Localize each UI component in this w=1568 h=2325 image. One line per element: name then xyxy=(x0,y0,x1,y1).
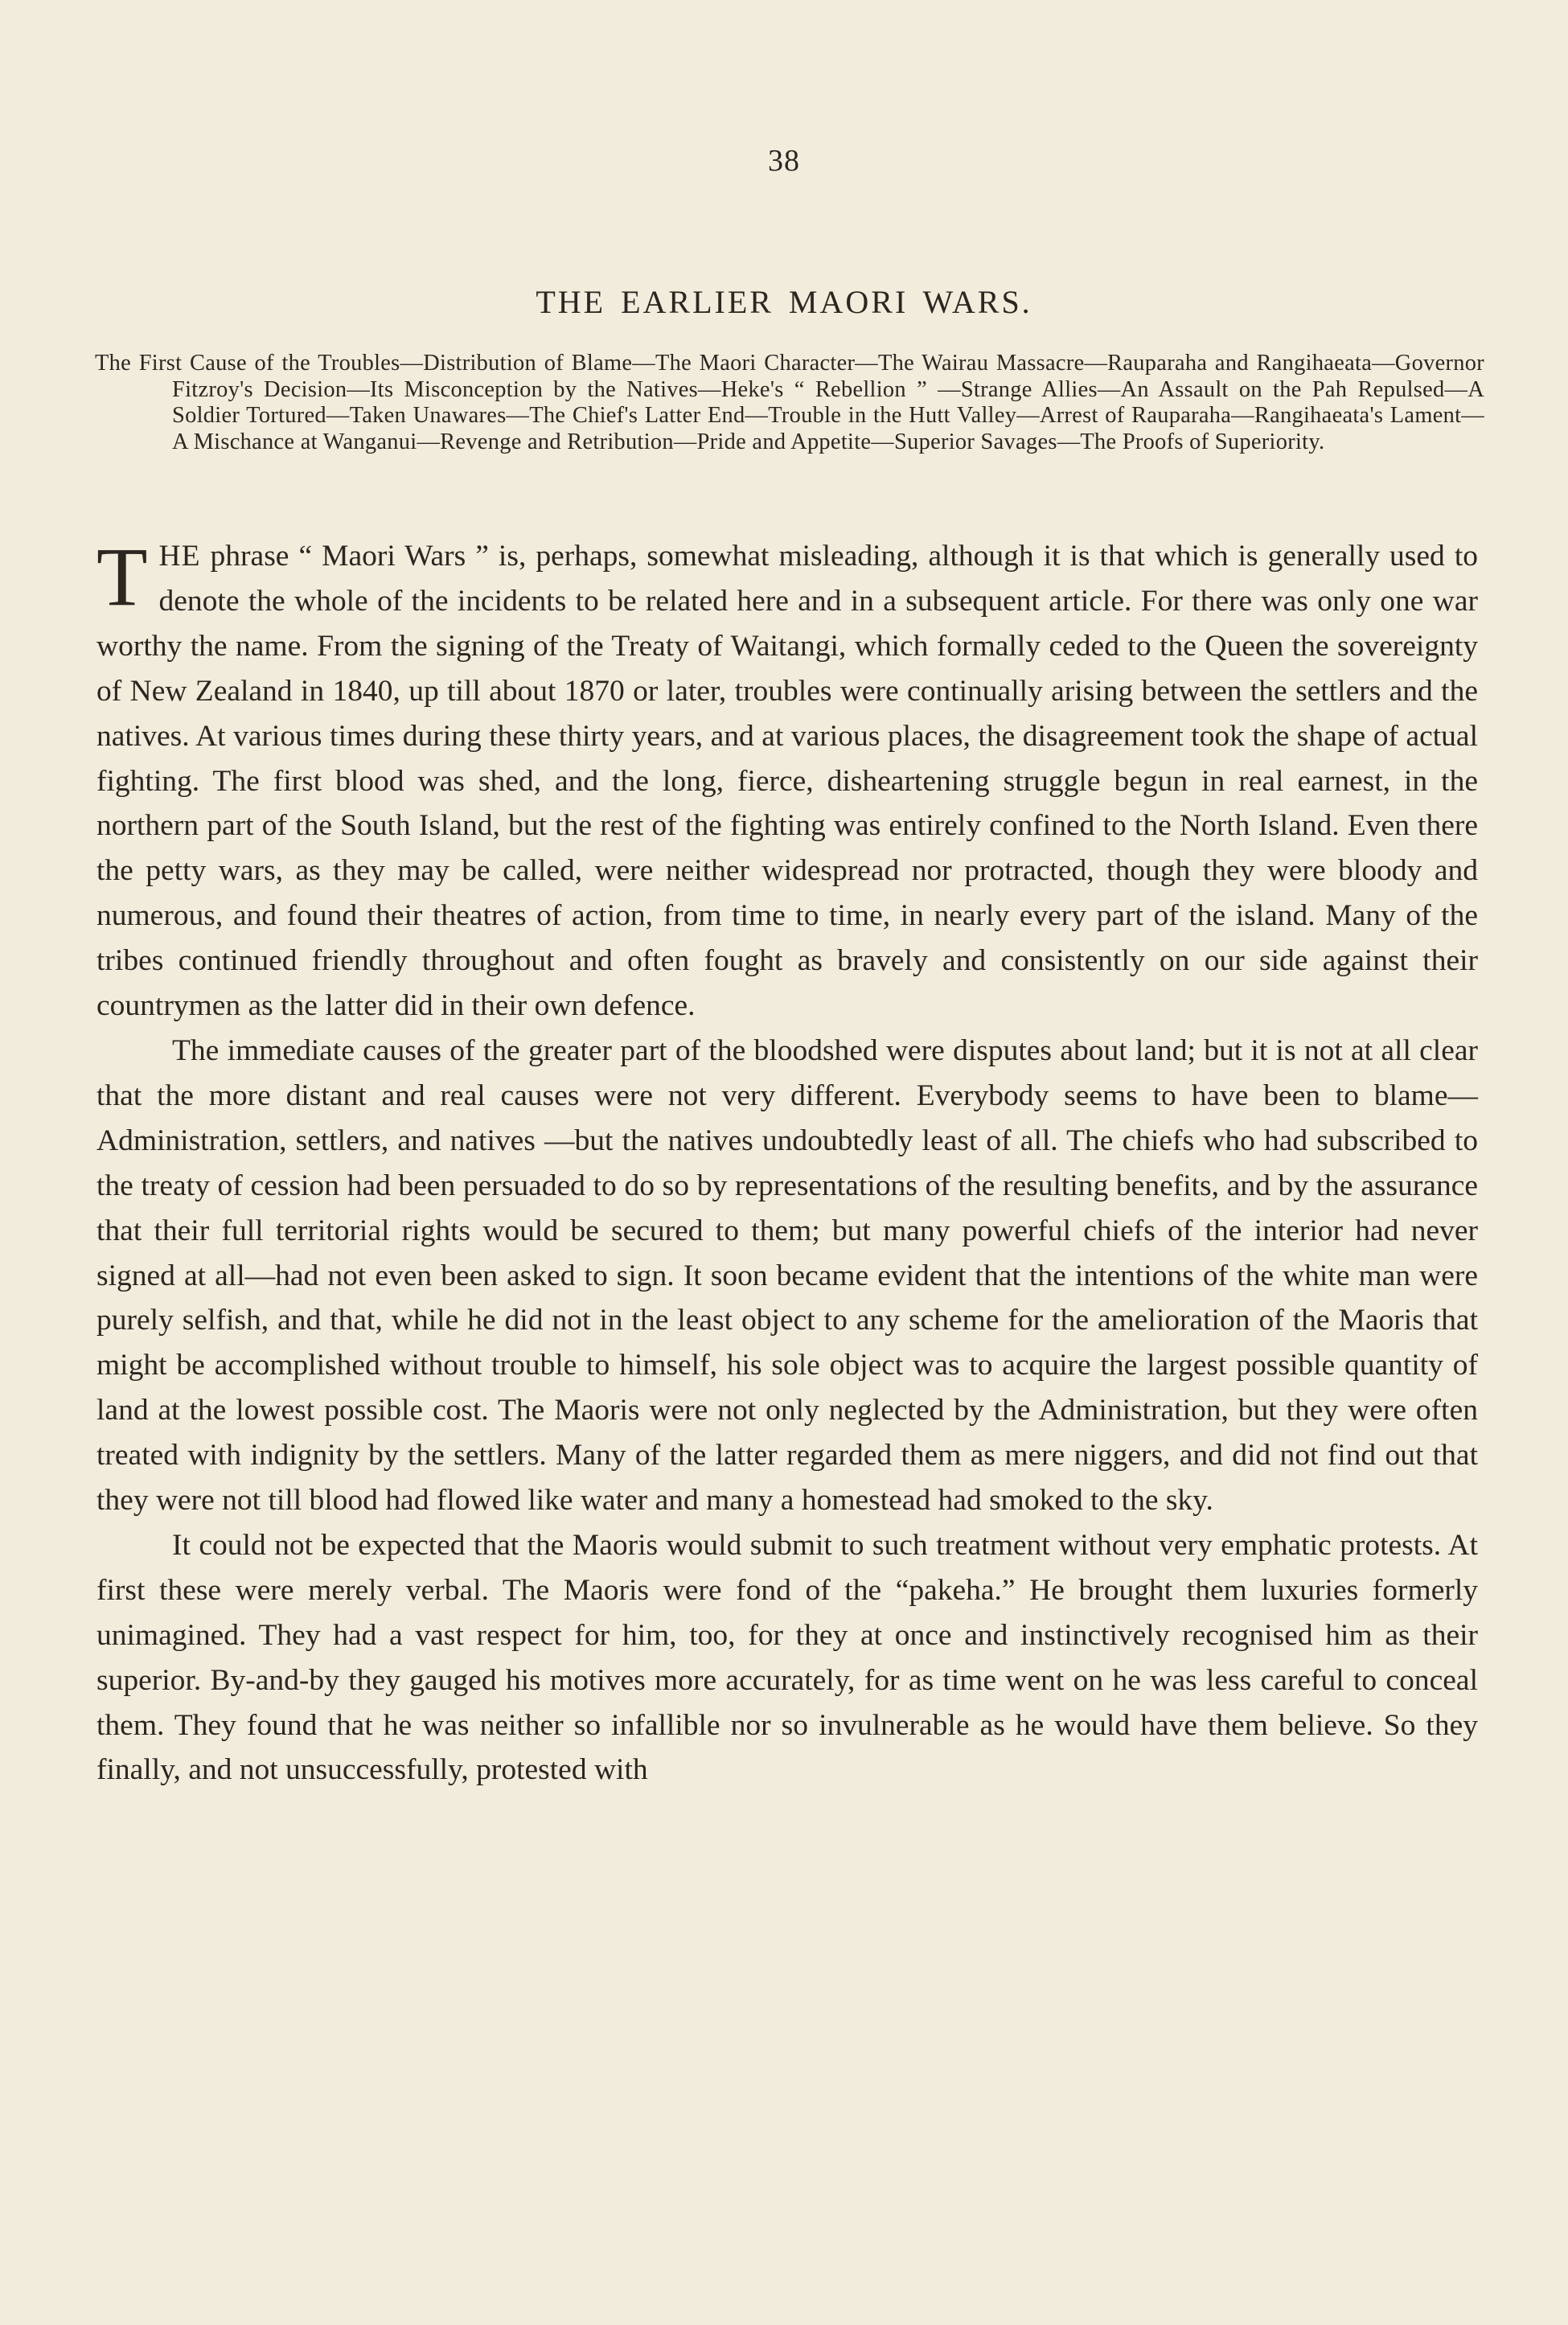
chapter-title: THE EARLIER MAORI WARS. xyxy=(536,284,1032,320)
page-number: 38 xyxy=(768,144,800,178)
paragraph-3: It could not be expected that the Maoris would submit to such treatment without very emphatic protests. At first these were merely verbal. The Maoris were fond of the “pakeha.” He brought them luxuries formerly unimagined. They had a vast respect for him, too, for they at once and instinctively recognised him as their superior. By-and-by they gauged his motives more accurately, for as time went on he was less careful to conceal them. They found that he was neither so infallible nor so invulnerable as he would have them believe. So they finally, and not unsuccessfully, protested with xyxy=(96,1528,1478,1787)
paragraph-1-text: phrase “ Maori Wars ” is, perhaps, somewhat misleading, although it is that which is generally used to denote the whole of the incidents to be related here and in a subsequent article. For there was only one war worthy the name. From the signing of the Treaty of Waitangi, which formally ceded to the Queen the sovereignty of New Zealand in 1840, up till about 1870 or later, troubles were continually arising between the settlers and the natives. At various times during these thirty years, and at various places, the disagreement took the shape of actual fighting. The first blood was shed, and the long, fierce, disheartening struggle begun in real earnest, in the northern part of the South Island, but the rest of the fighting was entirely confined to the North Island. Even there the petty wars, as they may be called, were neither widespread nor protracted, though they were bloody and numerous, and found their theatres of action, from time to time, in nearly every part of the island. Many of the tribes continued friendly throughout and often fought as bravely and consistently on our side against their countrymen as the latter did in their own defence. xyxy=(96,540,1478,1023)
paragraph-1 xyxy=(96,531,1478,1029)
article-body xyxy=(96,531,1478,1793)
lead-word: HE xyxy=(158,540,201,573)
chapter-synopsis: The First Cause of the Troubles—Distribution of Blame—The Maori Character—The Wairau Massacre—Rauparaha and Rangihaeata—Governor Fitzroy's Decision—Its Misconception by the Natives—Heke's “ Rebellion ” —Strange Allies—An Assault on the Pah Repulsed—A Soldier Tortured—Taken Unawares—The Chief's Latter End—Trouble in the Hutt Valley—Arrest of Rauparaha—Rangihaeata's Lament—A Mischance at Wanganui—Revenge and Retribution—Pride and Appetite—Superior Savages—The Proofs of Superiority. xyxy=(95,351,1484,454)
paragraph-2: The immediate causes of the greater part of the bloodshed were disputes about land; but it is not at all clear that the more distant and real causes were not very different. Everybody seems to have been to blame—Administration, settlers, and natives —but the natives undoubtedly least of all. The chiefs who had subscribed to the treaty of cession had been persuaded to do so by representations of the resulting benefits, and by the assurance that their full territorial rights would be secured to them; but many powerful chiefs of the interior had never signed at all—had not even been asked to sign. It soon became evident that the intentions of the white man were purely selfish, and that, while he did not in the least object to any scheme for the amelioration of the Maoris that might be accomplished without trouble to himself, his sole object was to acquire the largest possible quantity of land at the lowest possible cost. The Maoris were not only neglected by the Administration, but they were often treated with indignity by the settlers. Many of the latter regarded them as mere niggers, and did not find out that they were not till blood had flowed like water and many a homestead had smoked to the sky. xyxy=(96,1033,1478,1518)
drop-cap: T xyxy=(96,531,148,623)
